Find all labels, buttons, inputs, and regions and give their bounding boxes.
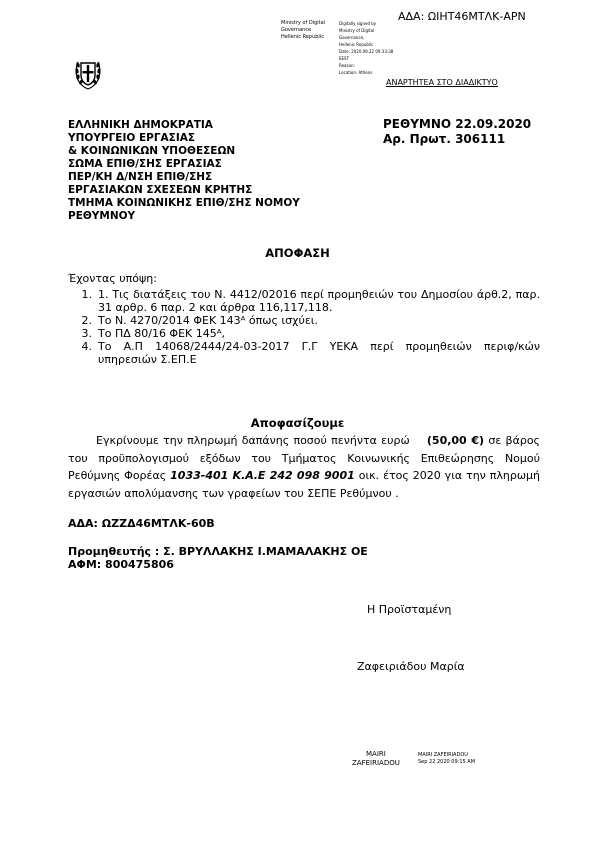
greek-coat-of-arms-emblem bbox=[70, 56, 106, 92]
list-item: 4. Το Α.Π 14068/2444/24-03-2017 Γ.Γ ΥΕΚΑ περί προμηθειών περιφ/κών υπηρεσιών Σ.ΕΠ.Ε bbox=[81, 340, 540, 366]
signatory-title: Η Προϊσταμένη bbox=[367, 603, 452, 616]
supplier-block bbox=[68, 545, 368, 571]
signatory-name: Ζαφειριάδου Μαρία bbox=[357, 660, 465, 673]
list-item: 3. Το ΠΔ 80/16 ΦΕΚ 145ᴬ, bbox=[81, 327, 225, 340]
considering-intro: Έχοντας υπόψη: bbox=[68, 272, 157, 285]
supplier-afm: ΑΦΜ: 800475806 bbox=[68, 558, 174, 571]
budget-code: 1033-401 Κ.Α.Ε 242 098 9001 bbox=[170, 469, 355, 482]
post-online-notice: ΑΝΑΡΤΗΤΕΑ ΣΤΟ ΔΙΑΔΙΚΤΥΟ bbox=[386, 78, 498, 87]
signature-stamp-details: MAIRI ZAFEIRIADOU Sep 22 2020 09:15 AM bbox=[418, 752, 476, 765]
amount: (50,00 €) bbox=[426, 434, 485, 447]
digital-signature-details: Digitally signed by Ministry of Digital Governance, Hellenic Republic Date: 2020.09.22 09:33:38 EEST Reason: Location: Athens bbox=[339, 21, 394, 75]
coat-of-arms-icon bbox=[70, 56, 106, 92]
considering-list bbox=[68, 288, 540, 366]
ada-code-second: ΑΔΑ: ΩΖΖΔ46ΜΤΛΚ-60Β bbox=[68, 517, 215, 530]
ada-code-top: ΑΔΑ: ΩΙΗΤ46ΜΤΛΚ-ΑΡΝ bbox=[398, 10, 526, 23]
protocol-number: Αρ. Πρωτ. 306111 bbox=[383, 132, 506, 146]
signature-stamp-name: MAIRI ZAFEIRIADOU bbox=[352, 750, 400, 767]
date-protocol-block bbox=[383, 117, 531, 147]
sender-authority-block: ΕΛΛΗΝΙΚΗ ΔΗΜΟΚΡΑΤΙΑ ΥΠΟΥΡΓΕΙΟ ΕΡΓΑΣΙΑΣ & ΚΟΙΝΩΝΙΚΩΝ ΥΠΟΘΕΣΕΩΝ ΣΩΜΑ ΕΠΙΘ/ΣΗΣ ΕΡΓΑΣΙΑΣ ΠΕΡ/ΚΗ Δ/ΝΣΗ ΕΠΙΘ/ΣΗΣ ΕΡΓΑΣΙΑΚΩΝ ΣΧΕΣΕΩΝ ΚΡΗΤΗΣ ΤΜΗΜΑ ΚΟΙΝΩΝΙΚΗΣ ΕΠΙΘ/ΣΗΣ ΝΟΜΟΥ ΡΕΘΥΜΝΟΥ bbox=[68, 119, 300, 222]
digital-signer-label: Ministry of Digital Governance Hellenic Republic bbox=[281, 20, 326, 40]
supplier-name: Προμηθευτής : Σ. ΒΡΥΛΛΑΚΗΣ Ι.ΜΑΜΑΛΑΚΗΣ ΟΕ bbox=[68, 545, 368, 558]
list-item: 1. 1. Τις διατάξεις του Ν. 4412/02016 περί προμηθειών του Δημοσίου άρθ.2, παρ. 31 αρθρ. 6 παρ. 2 και άρθρα 116,117,118. bbox=[81, 288, 540, 314]
place-date: ΡΕΘΥΜΝΟ 22.09.2020 bbox=[383, 117, 532, 131]
list-item: 2. Το Ν. 4270/2014 ΦΕΚ 143ᴬ όπως ισχύει. bbox=[81, 314, 318, 327]
decision-title: ΑΠΟΦΑΣΗ bbox=[265, 246, 330, 260]
we-decide-title: Αποφασίζουμε bbox=[250, 416, 345, 430]
decision-body-paragraph: Εγκρίνουμε την πληρωμή δαπάνης ποσού πενήντα ευρώ (50,00 €) σε βάρος του προϋπολογισμού εξόδων του Τμήματος Κοινωνικής Επιθεώρησης Νομού Ρεθύμνης Φορέας 1033-401 Κ.Α.Ε 242 098 9001 οικ. έτος 2020 για την πληρωμή εργασιών απολύμανσης των γραφείων του ΣΕΠΕ Ρεθύμνου . bbox=[68, 434, 541, 500]
